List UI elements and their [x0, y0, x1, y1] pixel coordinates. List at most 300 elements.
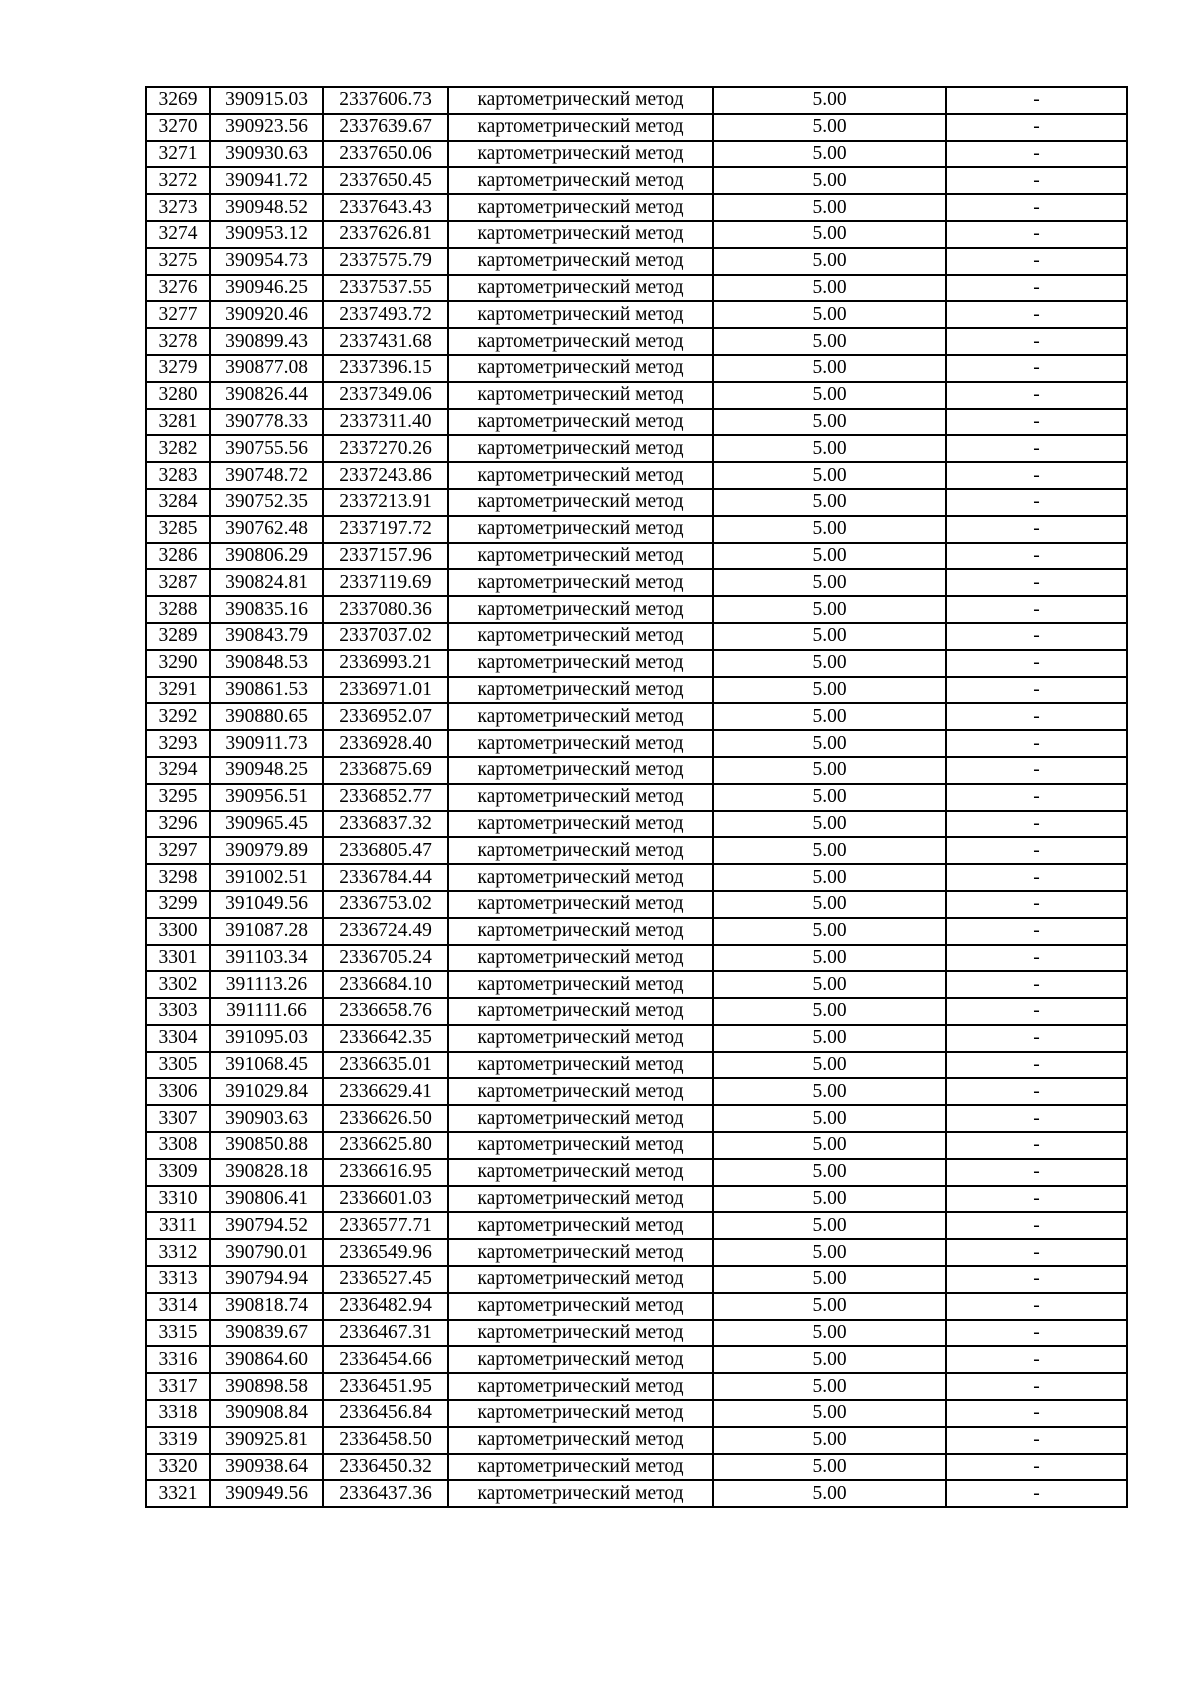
x-coordinate-cell: 391103.34 — [210, 945, 323, 972]
y-coordinate-cell: 2336527.45 — [323, 1266, 448, 1293]
description-cell: - — [946, 596, 1127, 623]
x-coordinate-cell: 390899.43 — [210, 328, 323, 355]
table-row — [146, 114, 1127, 141]
x-coordinate-cell: 390794.52 — [210, 1212, 323, 1239]
x-coordinate-cell: 390806.29 — [210, 543, 323, 570]
x-coordinate-cell: 391002.51 — [210, 864, 323, 891]
table-row — [146, 998, 1127, 1025]
point-number-cell: 3288 — [146, 596, 210, 623]
y-coordinate-cell: 2337626.81 — [323, 221, 448, 248]
table-row — [146, 87, 1127, 114]
x-coordinate-cell: 390864.60 — [210, 1346, 323, 1373]
y-coordinate-cell: 2336753.02 — [323, 891, 448, 918]
accuracy-cell: 5.00 — [713, 1052, 946, 1079]
description-cell: - — [946, 1239, 1127, 1266]
description-cell: - — [946, 1320, 1127, 1347]
table-row — [146, 1373, 1127, 1400]
y-coordinate-cell: 2336451.95 — [323, 1373, 448, 1400]
x-coordinate-cell: 390915.03 — [210, 87, 323, 114]
point-number-cell: 3290 — [146, 650, 210, 677]
point-number-cell: 3275 — [146, 248, 210, 275]
accuracy-cell: 5.00 — [713, 1186, 946, 1213]
method-cell: картометрический метод — [448, 543, 713, 570]
point-number-cell: 3307 — [146, 1105, 210, 1132]
table-row — [146, 167, 1127, 194]
x-coordinate-cell: 390946.25 — [210, 275, 323, 302]
method-cell: картометрический метод — [448, 355, 713, 382]
accuracy-cell: 5.00 — [713, 730, 946, 757]
accuracy-cell: 5.00 — [713, 757, 946, 784]
description-cell: - — [946, 945, 1127, 972]
description-cell: - — [946, 435, 1127, 462]
table-row — [146, 489, 1127, 516]
method-cell: картометрический метод — [448, 1454, 713, 1481]
description-cell: - — [946, 516, 1127, 543]
accuracy-cell: 5.00 — [713, 1105, 946, 1132]
x-coordinate-cell: 390898.58 — [210, 1373, 323, 1400]
method-cell: картометрический метод — [448, 1159, 713, 1186]
description-cell: - — [946, 998, 1127, 1025]
table-row — [146, 1052, 1127, 1079]
y-coordinate-cell: 2337197.72 — [323, 516, 448, 543]
table-row — [146, 516, 1127, 543]
accuracy-cell: 5.00 — [713, 1427, 946, 1454]
table-row — [146, 1427, 1127, 1454]
x-coordinate-cell: 391068.45 — [210, 1052, 323, 1079]
description-cell: - — [946, 462, 1127, 489]
accuracy-cell: 5.00 — [713, 1480, 946, 1507]
x-coordinate-cell: 390806.41 — [210, 1186, 323, 1213]
point-number-cell: 3316 — [146, 1346, 210, 1373]
y-coordinate-cell: 2337643.43 — [323, 194, 448, 221]
accuracy-cell: 5.00 — [713, 1239, 946, 1266]
point-number-cell: 3308 — [146, 1132, 210, 1159]
point-number-cell: 3291 — [146, 677, 210, 704]
description-cell: - — [946, 382, 1127, 409]
y-coordinate-cell: 2336454.66 — [323, 1346, 448, 1373]
table-row — [146, 301, 1127, 328]
accuracy-cell: 5.00 — [713, 409, 946, 436]
y-coordinate-cell: 2337431.68 — [323, 328, 448, 355]
y-coordinate-cell: 2336625.80 — [323, 1132, 448, 1159]
point-number-cell: 3309 — [146, 1159, 210, 1186]
method-cell: картометрический метод — [448, 569, 713, 596]
description-cell: - — [946, 1480, 1127, 1507]
point-number-cell: 3318 — [146, 1400, 210, 1427]
accuracy-cell: 5.00 — [713, 1025, 946, 1052]
y-coordinate-cell: 2336993.21 — [323, 650, 448, 677]
method-cell: картометрический метод — [448, 87, 713, 114]
table-row — [146, 1078, 1127, 1105]
accuracy-cell: 5.00 — [713, 945, 946, 972]
description-cell: - — [946, 301, 1127, 328]
point-number-cell: 3296 — [146, 811, 210, 838]
method-cell: картометрический метод — [448, 596, 713, 623]
point-number-cell: 3285 — [146, 516, 210, 543]
method-cell: картометрический метод — [448, 328, 713, 355]
y-coordinate-cell: 2337575.79 — [323, 248, 448, 275]
table-row — [146, 918, 1127, 945]
point-number-cell: 3280 — [146, 382, 210, 409]
table-row — [146, 677, 1127, 704]
point-number-cell: 3287 — [146, 569, 210, 596]
point-number-cell: 3315 — [146, 1320, 210, 1347]
table-row — [146, 462, 1127, 489]
x-coordinate-cell: 390941.72 — [210, 167, 323, 194]
accuracy-cell: 5.00 — [713, 141, 946, 168]
y-coordinate-cell: 2337080.36 — [323, 596, 448, 623]
method-cell: картометрический метод — [448, 1025, 713, 1052]
x-coordinate-cell: 390930.63 — [210, 141, 323, 168]
accuracy-cell: 5.00 — [713, 623, 946, 650]
x-coordinate-cell: 390954.73 — [210, 248, 323, 275]
accuracy-cell: 5.00 — [713, 435, 946, 462]
method-cell: картометрический метод — [448, 1105, 713, 1132]
accuracy-cell: 5.00 — [713, 650, 946, 677]
accuracy-cell: 5.00 — [713, 221, 946, 248]
accuracy-cell: 5.00 — [713, 918, 946, 945]
point-number-cell: 3269 — [146, 87, 210, 114]
x-coordinate-cell: 391029.84 — [210, 1078, 323, 1105]
method-cell: картометрический метод — [448, 1052, 713, 1079]
table-row — [146, 730, 1127, 757]
x-coordinate-cell: 390908.84 — [210, 1400, 323, 1427]
y-coordinate-cell: 2337650.06 — [323, 141, 448, 168]
x-coordinate-cell: 391095.03 — [210, 1025, 323, 1052]
description-cell: - — [946, 194, 1127, 221]
method-cell: картометрический метод — [448, 1186, 713, 1213]
y-coordinate-cell: 2336805.47 — [323, 837, 448, 864]
method-cell: картометрический метод — [448, 730, 713, 757]
method-cell: картометрический метод — [448, 114, 713, 141]
method-cell: картометрический метод — [448, 623, 713, 650]
x-coordinate-cell: 390953.12 — [210, 221, 323, 248]
accuracy-cell: 5.00 — [713, 516, 946, 543]
y-coordinate-cell: 2336577.71 — [323, 1212, 448, 1239]
description-cell: - — [946, 1454, 1127, 1481]
table-row — [146, 1159, 1127, 1186]
point-number-cell: 3283 — [146, 462, 210, 489]
point-number-cell: 3306 — [146, 1078, 210, 1105]
accuracy-cell: 5.00 — [713, 998, 946, 1025]
x-coordinate-cell: 390965.45 — [210, 811, 323, 838]
y-coordinate-cell: 2337493.72 — [323, 301, 448, 328]
method-cell: картометрический метод — [448, 194, 713, 221]
accuracy-cell: 5.00 — [713, 677, 946, 704]
table-row — [146, 355, 1127, 382]
point-number-cell: 3298 — [146, 864, 210, 891]
table-row — [146, 811, 1127, 838]
point-number-cell: 3282 — [146, 435, 210, 462]
x-coordinate-cell: 391049.56 — [210, 891, 323, 918]
description-cell: - — [946, 328, 1127, 355]
method-cell: картометрический метод — [448, 382, 713, 409]
point-number-cell: 3301 — [146, 945, 210, 972]
description-cell: - — [946, 784, 1127, 811]
y-coordinate-cell: 2336784.44 — [323, 864, 448, 891]
point-number-cell: 3295 — [146, 784, 210, 811]
y-coordinate-cell: 2337311.40 — [323, 409, 448, 436]
accuracy-cell: 5.00 — [713, 1454, 946, 1481]
x-coordinate-cell: 390979.89 — [210, 837, 323, 864]
x-coordinate-cell: 390911.73 — [210, 730, 323, 757]
y-coordinate-cell: 2336629.41 — [323, 1078, 448, 1105]
point-number-cell: 3273 — [146, 194, 210, 221]
table-row — [146, 1239, 1127, 1266]
point-number-cell: 3286 — [146, 543, 210, 570]
y-coordinate-cell: 2336601.03 — [323, 1186, 448, 1213]
accuracy-cell: 5.00 — [713, 1266, 946, 1293]
method-cell: картометрический метод — [448, 837, 713, 864]
description-cell: - — [946, 677, 1127, 704]
coordinates-table-body — [146, 87, 1127, 1507]
accuracy-cell: 5.00 — [713, 837, 946, 864]
table-row — [146, 864, 1127, 891]
method-cell: картометрический метод — [448, 864, 713, 891]
point-number-cell: 3317 — [146, 1373, 210, 1400]
description-cell: - — [946, 409, 1127, 436]
table-row — [146, 382, 1127, 409]
method-cell: картометрический метод — [448, 489, 713, 516]
description-cell: - — [946, 864, 1127, 891]
method-cell: картометрический метод — [448, 757, 713, 784]
table-row — [146, 784, 1127, 811]
accuracy-cell: 5.00 — [713, 971, 946, 998]
x-coordinate-cell: 391111.66 — [210, 998, 323, 1025]
table-row — [146, 1025, 1127, 1052]
description-cell: - — [946, 623, 1127, 650]
x-coordinate-cell: 390925.81 — [210, 1427, 323, 1454]
coordinates-table — [145, 86, 1128, 1508]
y-coordinate-cell: 2336724.49 — [323, 918, 448, 945]
table-row — [146, 1266, 1127, 1293]
point-number-cell: 3278 — [146, 328, 210, 355]
point-number-cell: 3279 — [146, 355, 210, 382]
accuracy-cell: 5.00 — [713, 784, 946, 811]
y-coordinate-cell: 2336952.07 — [323, 703, 448, 730]
accuracy-cell: 5.00 — [713, 1346, 946, 1373]
method-cell: картометрический метод — [448, 891, 713, 918]
accuracy-cell: 5.00 — [713, 703, 946, 730]
x-coordinate-cell: 390828.18 — [210, 1159, 323, 1186]
point-number-cell: 3310 — [146, 1186, 210, 1213]
table-row — [146, 221, 1127, 248]
table-row — [146, 945, 1127, 972]
accuracy-cell: 5.00 — [713, 382, 946, 409]
table-row — [146, 971, 1127, 998]
description-cell: - — [946, 489, 1127, 516]
table-row — [146, 569, 1127, 596]
point-number-cell: 3276 — [146, 275, 210, 302]
point-number-cell: 3321 — [146, 1480, 210, 1507]
y-coordinate-cell: 2336549.96 — [323, 1239, 448, 1266]
table-row — [146, 1293, 1127, 1320]
method-cell: картометрический метод — [448, 462, 713, 489]
accuracy-cell: 5.00 — [713, 1293, 946, 1320]
method-cell: картометрический метод — [448, 971, 713, 998]
point-number-cell: 3297 — [146, 837, 210, 864]
accuracy-cell: 5.00 — [713, 1373, 946, 1400]
description-cell: - — [946, 650, 1127, 677]
table-row — [146, 1346, 1127, 1373]
method-cell: картометрический метод — [448, 650, 713, 677]
description-cell: - — [946, 167, 1127, 194]
point-number-cell: 3294 — [146, 757, 210, 784]
point-number-cell: 3303 — [146, 998, 210, 1025]
description-cell: - — [946, 1427, 1127, 1454]
x-coordinate-cell: 390818.74 — [210, 1293, 323, 1320]
table-row — [146, 1186, 1127, 1213]
x-coordinate-cell: 390826.44 — [210, 382, 323, 409]
method-cell: картометрический метод — [448, 998, 713, 1025]
method-cell: картометрический метод — [448, 435, 713, 462]
accuracy-cell: 5.00 — [713, 1132, 946, 1159]
x-coordinate-cell: 391113.26 — [210, 971, 323, 998]
point-number-cell: 3312 — [146, 1239, 210, 1266]
x-coordinate-cell: 390848.53 — [210, 650, 323, 677]
point-number-cell: 3271 — [146, 141, 210, 168]
y-coordinate-cell: 2336875.69 — [323, 757, 448, 784]
method-cell: картометрический метод — [448, 1212, 713, 1239]
description-cell: - — [946, 1078, 1127, 1105]
x-coordinate-cell: 390755.56 — [210, 435, 323, 462]
x-coordinate-cell: 390880.65 — [210, 703, 323, 730]
x-coordinate-cell: 390861.53 — [210, 677, 323, 704]
description-cell: - — [946, 703, 1127, 730]
method-cell: картометрический метод — [448, 516, 713, 543]
y-coordinate-cell: 2336642.35 — [323, 1025, 448, 1052]
method-cell: картометрический метод — [448, 409, 713, 436]
x-coordinate-cell: 390748.72 — [210, 462, 323, 489]
method-cell: картометрический метод — [448, 1078, 713, 1105]
method-cell: картометрический метод — [448, 167, 713, 194]
y-coordinate-cell: 2337119.69 — [323, 569, 448, 596]
method-cell: картометрический метод — [448, 1373, 713, 1400]
description-cell: - — [946, 891, 1127, 918]
y-coordinate-cell: 2337157.96 — [323, 543, 448, 570]
point-number-cell: 3293 — [146, 730, 210, 757]
y-coordinate-cell: 2336437.36 — [323, 1480, 448, 1507]
x-coordinate-cell: 390938.64 — [210, 1454, 323, 1481]
description-cell: - — [946, 543, 1127, 570]
y-coordinate-cell: 2336626.50 — [323, 1105, 448, 1132]
accuracy-cell: 5.00 — [713, 569, 946, 596]
method-cell: картометрический метод — [448, 918, 713, 945]
x-coordinate-cell: 390949.56 — [210, 1480, 323, 1507]
accuracy-cell: 5.00 — [713, 489, 946, 516]
y-coordinate-cell: 2337606.73 — [323, 87, 448, 114]
description-cell: - — [946, 275, 1127, 302]
point-number-cell: 3281 — [146, 409, 210, 436]
accuracy-cell: 5.00 — [713, 355, 946, 382]
y-coordinate-cell: 2336928.40 — [323, 730, 448, 757]
y-coordinate-cell: 2336684.10 — [323, 971, 448, 998]
accuracy-cell: 5.00 — [713, 864, 946, 891]
method-cell: картометрический метод — [448, 1346, 713, 1373]
x-coordinate-cell: 390762.48 — [210, 516, 323, 543]
table-row — [146, 248, 1127, 275]
description-cell: - — [946, 1105, 1127, 1132]
point-number-cell: 3305 — [146, 1052, 210, 1079]
table-row — [146, 650, 1127, 677]
accuracy-cell: 5.00 — [713, 462, 946, 489]
table-row — [146, 596, 1127, 623]
x-coordinate-cell: 390956.51 — [210, 784, 323, 811]
point-number-cell: 3300 — [146, 918, 210, 945]
method-cell: картометрический метод — [448, 221, 713, 248]
method-cell: картометрический метод — [448, 677, 713, 704]
point-number-cell: 3292 — [146, 703, 210, 730]
y-coordinate-cell: 2337349.06 — [323, 382, 448, 409]
point-number-cell: 3319 — [146, 1427, 210, 1454]
y-coordinate-cell: 2337396.15 — [323, 355, 448, 382]
y-coordinate-cell: 2336837.32 — [323, 811, 448, 838]
method-cell: картометрический метод — [448, 945, 713, 972]
accuracy-cell: 5.00 — [713, 1078, 946, 1105]
table-row — [146, 194, 1127, 221]
table-row — [146, 1400, 1127, 1427]
description-cell: - — [946, 837, 1127, 864]
description-cell: - — [946, 1293, 1127, 1320]
point-number-cell: 3289 — [146, 623, 210, 650]
description-cell: - — [946, 918, 1127, 945]
table-row — [146, 1320, 1127, 1347]
y-coordinate-cell: 2337037.02 — [323, 623, 448, 650]
table-row — [146, 1132, 1127, 1159]
x-coordinate-cell: 390843.79 — [210, 623, 323, 650]
y-coordinate-cell: 2337270.26 — [323, 435, 448, 462]
y-coordinate-cell: 2337537.55 — [323, 275, 448, 302]
method-cell: картометрический метод — [448, 275, 713, 302]
description-cell: - — [946, 1052, 1127, 1079]
x-coordinate-cell: 390839.67 — [210, 1320, 323, 1347]
y-coordinate-cell: 2336456.84 — [323, 1400, 448, 1427]
table-row — [146, 1454, 1127, 1481]
description-cell: - — [946, 1346, 1127, 1373]
description-cell: - — [946, 1212, 1127, 1239]
accuracy-cell: 5.00 — [713, 248, 946, 275]
method-cell: картометрический метод — [448, 1480, 713, 1507]
accuracy-cell: 5.00 — [713, 194, 946, 221]
accuracy-cell: 5.00 — [713, 1320, 946, 1347]
x-coordinate-cell: 390948.52 — [210, 194, 323, 221]
table-row — [146, 757, 1127, 784]
method-cell: картометрический метод — [448, 703, 713, 730]
y-coordinate-cell: 2336450.32 — [323, 1454, 448, 1481]
description-cell: - — [946, 1266, 1127, 1293]
method-cell: картометрический метод — [448, 1239, 713, 1266]
description-cell: - — [946, 1400, 1127, 1427]
description-cell: - — [946, 1159, 1127, 1186]
table-row — [146, 1105, 1127, 1132]
table-row — [146, 623, 1127, 650]
x-coordinate-cell: 391087.28 — [210, 918, 323, 945]
method-cell: картометрический метод — [448, 1400, 713, 1427]
y-coordinate-cell: 2337639.67 — [323, 114, 448, 141]
table-row — [146, 543, 1127, 570]
x-coordinate-cell: 390948.25 — [210, 757, 323, 784]
method-cell: картометрический метод — [448, 301, 713, 328]
point-number-cell: 3270 — [146, 114, 210, 141]
table-row — [146, 837, 1127, 864]
x-coordinate-cell: 390877.08 — [210, 355, 323, 382]
accuracy-cell: 5.00 — [713, 811, 946, 838]
table-row — [146, 891, 1127, 918]
point-number-cell: 3272 — [146, 167, 210, 194]
accuracy-cell: 5.00 — [713, 543, 946, 570]
x-coordinate-cell: 390824.81 — [210, 569, 323, 596]
table-row — [146, 1480, 1127, 1507]
